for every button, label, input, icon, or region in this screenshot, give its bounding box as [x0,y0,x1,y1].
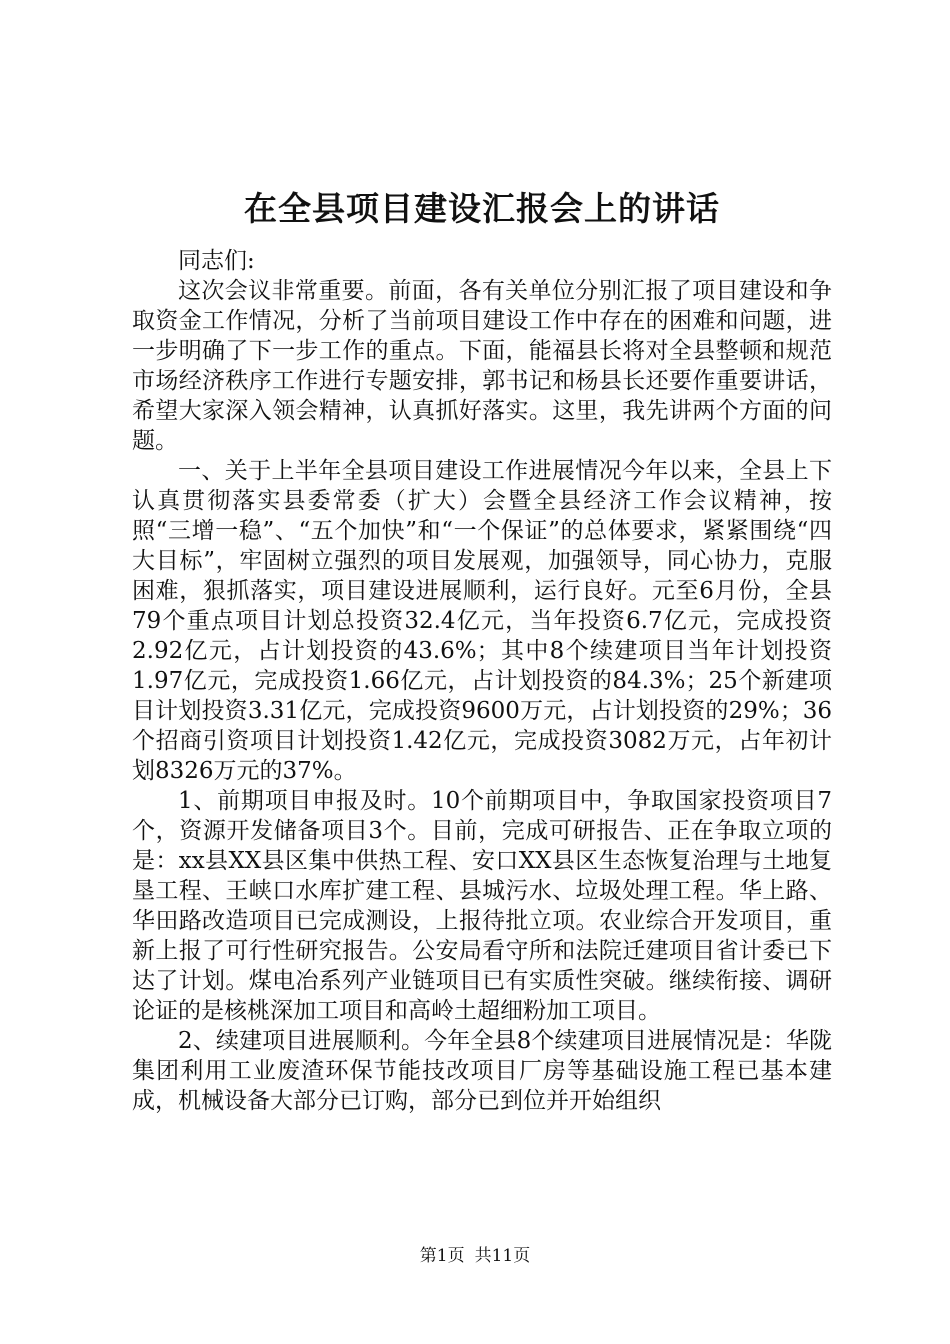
paragraph-item-one: 1、前期项目申报及时。10个前期项目中，争取国家投资项目7个，资源开发储备项目3个。目前，完成可研报告、正在争取立项的是：xx县XX县区集中供热工程、安口XX县区生态恢复治理与土地复垦工程、王峡口水库扩建工程、县城污水、垃圾处理工程。华上路、华田路改造项目已完成测设，上报待批立项。农业综合开发项目，重新上报了可行性研究报告。公安局看守所和法院迁建项目省计委已下达了计划。煤电冶系列产业链项目已有实质性突破。继续衔接、调研论证的是核桃深加工项目和高岭土超细粉加工项目。 [132,788,832,1024]
salutation: 同志们: [178,248,255,274]
document-title: 在全县项目建设汇报会上的讲话 [244,189,720,228]
paragraph-intro: 这次会议非常重要。前面，各有关单位分别汇报了项目建设和争取资金工作情况，分析了当前项目建设工作中存在的困难和问题，进一步明确了下一步工作的重点。下面，能福县长将对全县整顿和规范市场经济秩序工作进行专题安排，郭书记和杨县长还要作重要讲话，希望大家深入领会精神，认真抓好落实。这里，我先讲两个方面的问题。 [132,278,832,454]
page-footer [0,1244,950,1268]
paragraph-section-one: 一、关于上半年全县项目建设工作进展情况今年以来，全县上下认真贯彻落实县委常委（扩大）会暨全县经济工作会议精神，按照“三增一稳”、“五个加快”和“一个保证”的总体要求，紧紧围绕“四大目标”，牢固树立强烈的项目发展观，加强领导，同心协力，克服困难，狠抓落实，项目建设进展顺利，运行良好。元至6月份，全县79个重点项目计划总投资32.4亿元，当年投资6.7亿元，完成投资2.92亿元，占计划投资的43.6%；其中8个续建项目当年计划投资1.97亿元，完成投资1.66亿元，占计划投资的84.3%；25个新建项目计划投资3.31亿元，完成投资9600万元，占计划投资的29%；36个招商引资项目计划投资1.42亿元，完成投资3082万元，占年初计划8326万元的37%。 [132,458,832,784]
paragraph-item-two: 2、续建项目进展顺利。今年全县8个续建项目进展情况是：华陇集团利用工业废渣环保节能技改项目厂房等基础设施工程已基本建成，机械设备大部分已订购，部分已到位并开始组织 [132,1028,832,1114]
document-page [132,178,832,1116]
page-number: 第1页 [419,1246,465,1266]
page-total: 共11页 [474,1246,531,1266]
